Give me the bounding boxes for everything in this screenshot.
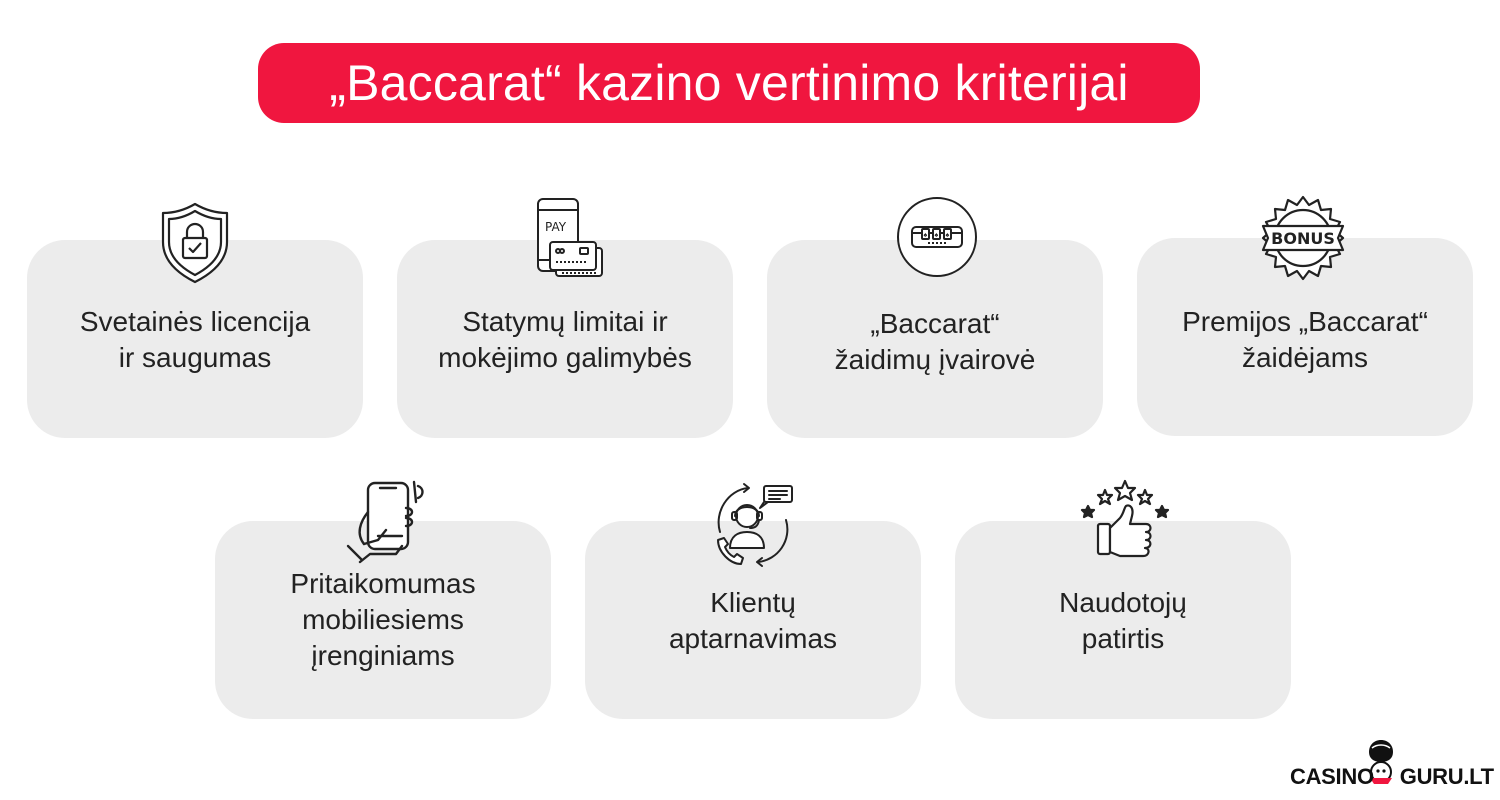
support-agent-icon bbox=[708, 480, 798, 570]
svg-text:♠: ♠ bbox=[923, 232, 928, 239]
card-label: Naudotojų patirtis bbox=[1059, 587, 1187, 654]
page-title: „Baccarat“ kazino vertinimo kriterijai bbox=[329, 55, 1129, 111]
svg-text:♠: ♠ bbox=[934, 232, 939, 239]
svg-text:PAY: PAY bbox=[545, 220, 567, 234]
card-label: Svetainės licencija ir saugumas bbox=[79, 306, 311, 373]
thumbs-up-stars-icon bbox=[1080, 478, 1170, 568]
logo-text: CASINO GURU.LT bbox=[1290, 764, 1494, 789]
phone-pay-cards-icon bbox=[522, 196, 612, 286]
svg-text:BONUS: BONUS bbox=[1271, 229, 1335, 248]
svg-text:♠: ♠ bbox=[945, 232, 950, 239]
shield-lock-icon bbox=[150, 198, 240, 288]
card-label: Premijos „Baccarat“ žaidėjams bbox=[1182, 306, 1428, 373]
title-banner bbox=[258, 43, 1200, 123]
card-label: Statymų limitai ir mokėjimo galimybės bbox=[438, 306, 692, 373]
bonus-badge-icon bbox=[1258, 193, 1348, 283]
casinoguru-logo bbox=[1290, 738, 1494, 794]
hand-phone-icon bbox=[340, 478, 430, 568]
card-label: Pritaikomumas mobiliesiems įrenginiams bbox=[290, 568, 476, 671]
card-label: „Baccarat“ žaidimų įvairovė bbox=[834, 308, 1036, 375]
baccarat-table-icon bbox=[894, 194, 984, 284]
card-label: Klientų aptarnavimas bbox=[668, 587, 838, 654]
